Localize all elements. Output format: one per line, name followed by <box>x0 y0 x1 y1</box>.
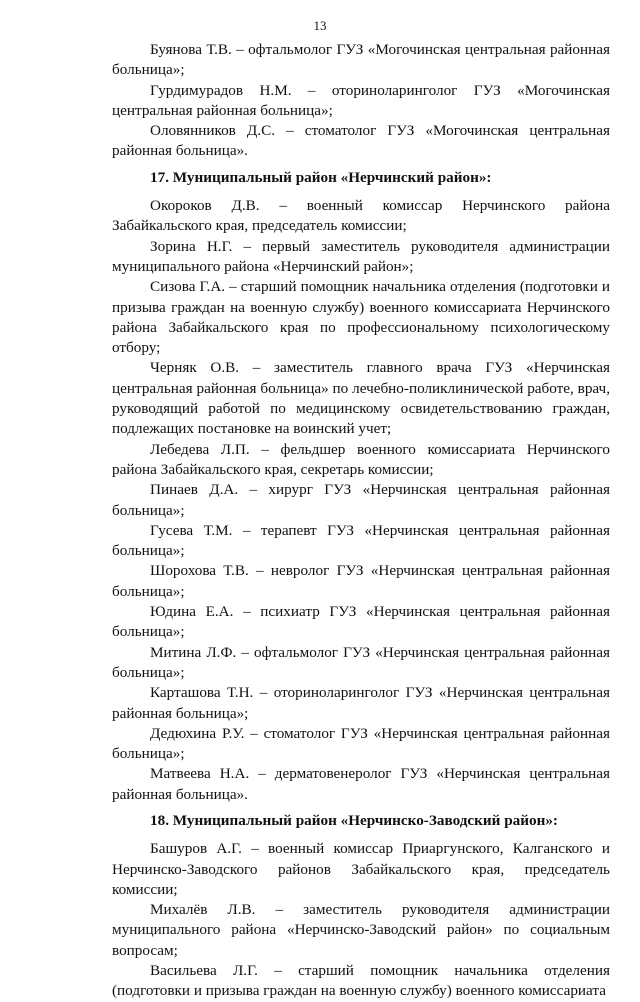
paragraph-shorokhova: Шорохова Т.В. – невролог ГУЗ «Нерчинская центральная районная больница»; <box>112 562 610 600</box>
section-heading-18: 18. Муниципальный район «Нерчинско-Заводский район»: <box>150 811 558 829</box>
paragraph-olovyannikov: Оловянников Д.С. – стоматолог ГУЗ «Могочинская центральная районная больница». <box>112 122 610 160</box>
paragraph-mikhalev: Михалёв Л.В. – заместитель руководителя администрации муниципального района «Нерчинско-Заводский район» по социальным вопросам; <box>112 901 610 959</box>
paragraph-lebedeva: Лебедева Л.П. – фельдшер военного комиссариата Нерчинского района Забайкальского края, секретарь комиссии; <box>112 440 610 478</box>
paragraph-sizova: Сизова Г.А. – старший помощник начальника отделения (подготовки и призыва граждан на военную службу) военного комиссариата Нерчинского района Забайкальского края по профессиональному психологическому отбору; <box>112 278 610 357</box>
paragraph-mitina: Митина Л.Ф. – офтальмолог ГУЗ «Нерчинская центральная районная больница»; <box>112 643 610 681</box>
paragraph-guseva: Гусева Т.М. – терапевт ГУЗ «Нерчинская центральная районная больница»; <box>112 521 610 560</box>
paragraph-zorina: Зорина Н.Г. – первый заместитель руководителя администрации муниципального района «Нерчинский район»; <box>112 237 610 275</box>
page-number: 13 <box>313 18 327 33</box>
paragraph-buyanova: Буянова Т.В. – офтальмолог ГУЗ «Могочинская центральная районная больница»; <box>112 41 610 79</box>
paragraph-gurdimuradov: Гурдимурадов Н.М. – оториноларинголог ГУЗ «Могочинская центральная районная больница»; <box>112 81 610 119</box>
paragraph-okorokov: Окороков Д.В. – военный комиссар Нерчинского района Забайкальского края, председатель комиссии; <box>112 197 610 235</box>
paragraph-dedyukhina: Дедюхина Р.У. – стоматолог ГУЗ «Нерчинская центральная районная больница»; <box>112 724 610 763</box>
document-body <box>112 40 610 1002</box>
paragraph-matveeva: Матвеева Н.А. – дерматовенеролог ГУЗ «Нерчинская центральная районная больница». <box>112 765 610 803</box>
paragraph-vasilyeva: Васильева Л.Г. – старший помощник начальника отделения (подготовки и призыва граждан на военную службу) военного комиссариата <box>112 962 610 1000</box>
paragraph-bashurov: Башуров А.Г. – военный комиссар Приаргунского, Калганского и Нерчинско-Заводского районов Забайкальского края, председатель комиссии; <box>112 840 610 898</box>
paragraph-yudina: Юдина Е.А. – психиатр ГУЗ «Нерчинская центральная районная больница»; <box>112 603 610 641</box>
paragraph-pinaev: Пинаев Д.А. – хирург ГУЗ «Нерчинская центральная районная больница»; <box>112 481 610 519</box>
paragraph-chernyak: Черняк О.В. – заместитель главного врача ГУЗ «Нерчинская центральная районная больница» по лечебно-поликлинической работе, врач, руководящий работой по медицинскому освидетельствованию граждан, подлежащих постановке на воинский учет; <box>112 359 610 438</box>
paragraph-kartashova: Карташова Т.Н. – оториноларинголог ГУЗ «Нерчинская центральная районная больница»; <box>112 684 610 722</box>
section-heading-17: 17. Муниципальный район «Нерчинский район»: <box>150 168 492 186</box>
